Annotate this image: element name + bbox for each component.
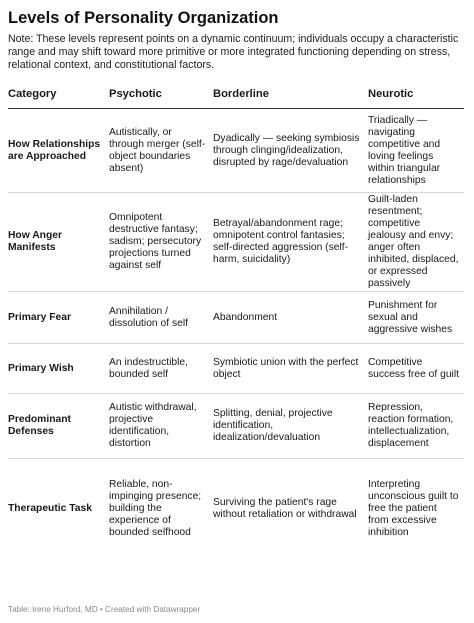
table-row — [8, 344, 464, 394]
table-row — [8, 394, 464, 459]
table-row — [8, 109, 464, 193]
cell-neurotic: Triadically — navigating competitive and loving feelings within triangular relationships — [368, 109, 464, 193]
personality-table — [8, 84, 464, 559]
header-row — [8, 84, 464, 109]
cell-borderline: Dyadically — seeking symbiosis through clinging/idealization, disrupted by rage/devaluation — [213, 109, 368, 193]
table-row — [8, 292, 464, 344]
header-psychotic: Psychotic — [109, 84, 213, 109]
row-category: Therapeutic Task — [8, 503, 92, 514]
cell-psychotic: Omnipotent destructive fantasy; sadism; persecutory projections turned against self — [109, 193, 213, 292]
table-note: Note: These levels represent points on a dynamic continuum; individuals occupy a characteristic range and may shift toward more primitive or more integrated functioning depending on stress, relational context, and constitutional factors. — [8, 33, 459, 71]
cell-neurotic: Competitive success free of guilt — [368, 344, 464, 394]
row-category: How Relationships are Approached — [8, 109, 109, 193]
cell-neurotic: Repression, reaction formation, intellectualization, displacement — [368, 394, 464, 459]
row-category: Predominant Defenses — [8, 394, 109, 459]
cell-borderline: Splitting, denial, projective identification, idealization/devaluation — [213, 394, 368, 459]
cell-neurotic: Interpreting unconscious guilt to free the patient from excessive inhibition — [368, 479, 459, 538]
table-row — [8, 459, 464, 560]
row-category: Primary Fear — [8, 292, 109, 344]
header-borderline: Borderline — [213, 84, 368, 109]
cell-psychotic: Reliable, non-impinging presence; building the experience of bounded selfhood — [109, 479, 202, 538]
header-category: Category — [8, 84, 109, 109]
cell-borderline: Abandonment — [213, 292, 368, 344]
cell-neurotic: Guilt-laden resentment; competitive jealousy and envy; anger often inhibited, displaced, or expressed passively — [368, 193, 464, 292]
cell-psychotic: An indestructible, bounded self — [109, 344, 213, 394]
cell-borderline: Symbiotic union with the perfect object — [213, 344, 368, 394]
cell-neurotic: Punishment for sexual and aggressive wishes — [368, 292, 464, 344]
row-category: How Anger Manifests — [8, 193, 109, 292]
cell-psychotic: Annihilation / dissolution of self — [109, 292, 213, 344]
cell-borderline: Betrayal/abandonment rage; omnipotent control fantasies; self-directed aggression (self-harm, suicidality) — [213, 193, 368, 292]
cell-psychotic: Autistic withdrawal, projective identification, distortion — [109, 394, 213, 459]
source-footer: Table: Irene Hurford, MD • Created with Datawrapper — [8, 605, 201, 614]
row-category: Primary Wish — [8, 344, 109, 394]
header-neurotic: Neurotic — [368, 84, 464, 109]
table-row — [8, 193, 464, 292]
cell-psychotic: Autistically, or through merger (self-object boundaries absent) — [109, 109, 213, 193]
cell-borderline: Surviving the patient's rage without retaliation or withdrawal — [213, 497, 357, 520]
table-title: Levels of Personality Organization — [8, 9, 279, 27]
